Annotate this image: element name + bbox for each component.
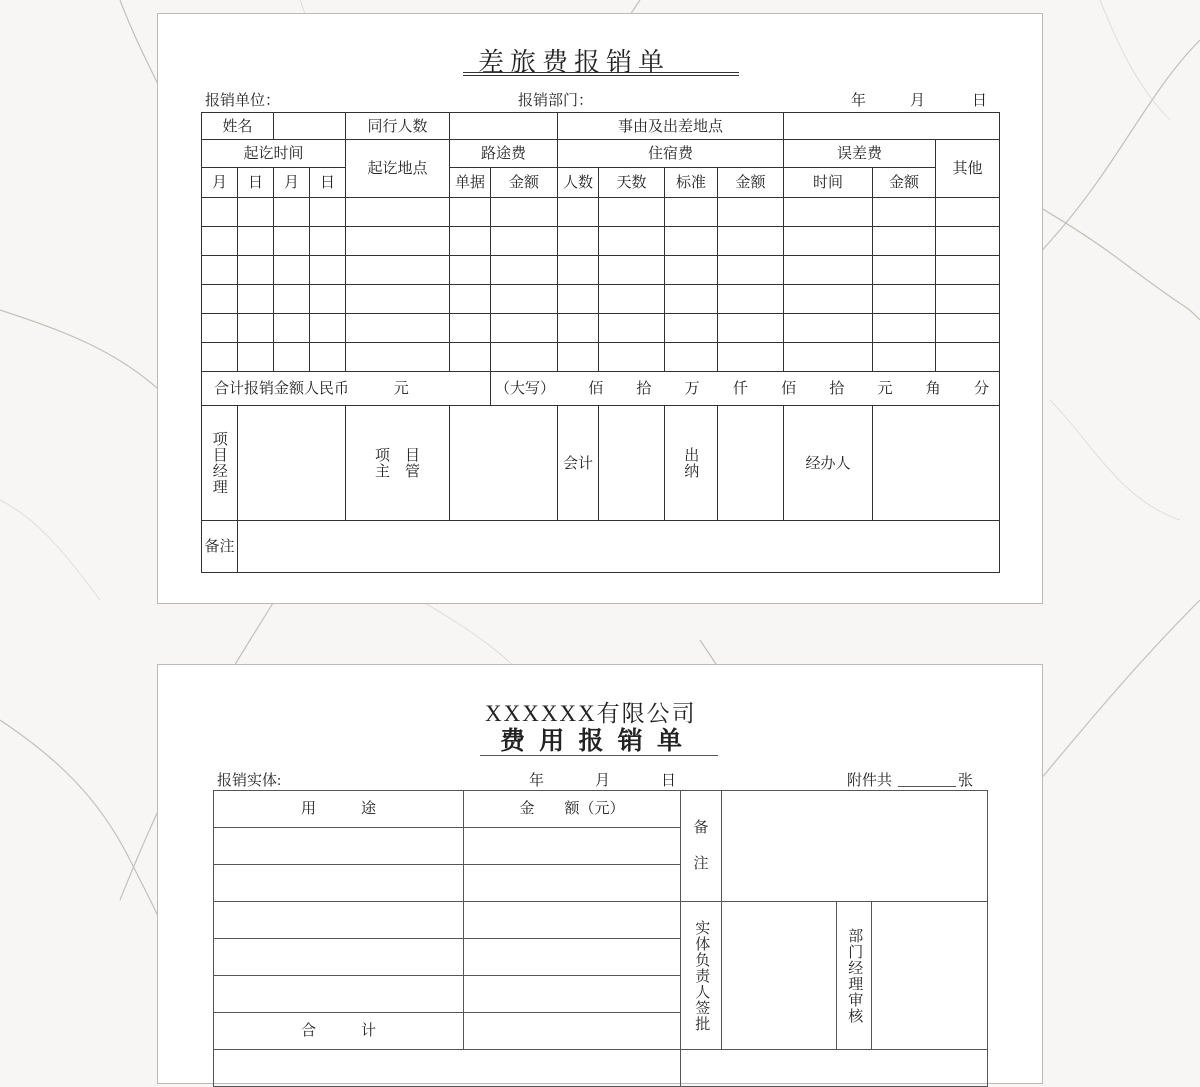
pm-sign-cell[interactable] [238, 406, 346, 521]
capital-unit: 拾 [636, 379, 652, 398]
supervisor-label-cell [346, 406, 450, 521]
col-standard: 标准 [665, 168, 718, 198]
month2-label: 月 [595, 773, 611, 789]
travel-data-cell[interactable] [718, 256, 784, 285]
supervisor-label-1: 项 目 [375, 445, 421, 464]
meal-header: 误差费 [784, 140, 936, 168]
capital-unit: 元 [877, 379, 893, 398]
travel-data-cell[interactable] [238, 198, 274, 227]
travel-data-cell[interactable] [936, 314, 1000, 343]
remarks-label: 备注 [202, 521, 238, 573]
travel-data-cell[interactable] [310, 256, 346, 285]
dept-label: 报销部门： [518, 91, 594, 109]
dept-mgr-label-cell [837, 902, 872, 1050]
travel-data-cell[interactable] [274, 343, 310, 372]
travel-data-cell[interactable] [873, 314, 936, 343]
handler-label: 经办人 [784, 406, 873, 521]
remark-gap [681, 836, 721, 856]
total-label: 合计报销金额人民币 [214, 379, 350, 398]
unit-label: 报销单位： [205, 91, 281, 109]
travel-data-cell[interactable] [310, 227, 346, 256]
travel-data-cell[interactable] [238, 314, 274, 343]
name-cell[interactable] [274, 113, 346, 140]
travel-data-cell[interactable] [718, 343, 784, 372]
col-time: 时间 [784, 168, 873, 198]
travel-data-cell[interactable] [599, 314, 665, 343]
travel-data-cell[interactable] [784, 314, 873, 343]
travel-data-cell[interactable] [665, 256, 718, 285]
capital-unit: 佰 [588, 379, 604, 398]
travel-data-cell[interactable] [346, 285, 450, 314]
travel-data-cell[interactable] [558, 227, 599, 256]
travel-data-cell[interactable] [718, 198, 784, 227]
travel-data-cell[interactable] [784, 256, 873, 285]
supervisor-label-2: 主 管 [375, 462, 421, 480]
capital-label: （大写） [495, 379, 556, 398]
road-header: 路途费 [450, 140, 558, 168]
capital-unit: 分 [973, 379, 989, 398]
travel-data-cell[interactable] [558, 198, 599, 227]
amount-cell-5[interactable] [464, 976, 681, 1013]
col-day-end: 日 [310, 168, 346, 198]
col-month-end: 月 [274, 168, 310, 198]
amount-cell-3[interactable] [464, 902, 681, 939]
usage-cell-2[interactable] [214, 865, 464, 902]
travel-data-cell[interactable] [665, 343, 718, 372]
travel-data-cell[interactable] [873, 227, 936, 256]
title-underline-2 [463, 75, 739, 76]
travel-data-cell[interactable] [310, 314, 346, 343]
month-label: 月 [910, 91, 926, 109]
travel-data-cell[interactable] [491, 227, 558, 256]
cashier-label: 出纳 [682, 447, 701, 479]
travel-data-cell[interactable] [873, 198, 936, 227]
usage-header: 用 途 [214, 791, 464, 828]
travel-data-cell[interactable] [274, 198, 310, 227]
expense-table [213, 790, 988, 1087]
travel-data-cell[interactable] [599, 227, 665, 256]
remarks-cell[interactable] [238, 521, 1000, 573]
place-header: 起讫地点 [346, 140, 450, 198]
col-road-amount: 金额 [491, 168, 558, 198]
travel-data-cell[interactable] [202, 285, 238, 314]
capital-unit: 佰 [781, 379, 797, 398]
pm-label: 项目经理 [210, 431, 229, 495]
travel-data-row [202, 314, 1000, 343]
travel-data-cell[interactable] [274, 227, 310, 256]
travel-data-cell[interactable] [202, 314, 238, 343]
amount-cell-2[interactable] [464, 865, 681, 902]
col-days: 天数 [599, 168, 665, 198]
remark-cell[interactable] [722, 791, 988, 902]
name-header: 姓名 [202, 113, 274, 140]
travel-data-cell[interactable] [936, 198, 1000, 227]
travel-data-cell[interactable] [310, 198, 346, 227]
travel-data-cell[interactable] [784, 343, 873, 372]
attach-blank[interactable] [898, 786, 956, 787]
travel-data-cell[interactable] [202, 198, 238, 227]
form1-title: 差旅费报销单 [478, 48, 671, 78]
travel-data-cell[interactable] [599, 285, 665, 314]
travel-data-cell[interactable] [558, 256, 599, 285]
travel-data-cell[interactable] [450, 198, 491, 227]
reason-cell[interactable] [784, 113, 1000, 140]
travel-data-cell[interactable] [310, 343, 346, 372]
col-month-start: 月 [202, 168, 238, 198]
travel-expense-table [201, 112, 1000, 573]
travel-data-cell[interactable] [936, 343, 1000, 372]
remark-label-1: 备 [693, 819, 709, 836]
day2-label: 日 [661, 773, 677, 789]
travel-data-cell[interactable] [665, 285, 718, 314]
usage-cell-5[interactable] [214, 976, 464, 1013]
travel-data-cell[interactable] [450, 343, 491, 372]
travel-data-cell[interactable] [936, 256, 1000, 285]
travel-data-cell[interactable] [665, 227, 718, 256]
travel-data-cell[interactable] [491, 314, 558, 343]
travel-data-cell[interactable] [274, 314, 310, 343]
usage-cell-4[interactable] [214, 939, 464, 976]
travel-data-cell[interactable] [491, 256, 558, 285]
col-lodging-amount: 金额 [718, 168, 784, 198]
travel-data-cell[interactable] [491, 198, 558, 227]
travel-data-cell[interactable] [718, 314, 784, 343]
travel-expense-form [157, 13, 1043, 604]
travel-data-row [202, 343, 1000, 372]
company-name: XXXXXX有限公司 [485, 701, 697, 726]
expense-reimbursement-form [157, 664, 1043, 1084]
dept-mgr-sign-cell[interactable] [872, 902, 988, 1050]
title-underline [463, 72, 739, 73]
travel-data-cell[interactable] [665, 314, 718, 343]
travel-data-cell[interactable] [873, 256, 936, 285]
approver-sign-cell[interactable] [722, 902, 837, 1050]
usage-cell-3[interactable] [214, 902, 464, 939]
travel-data-cell[interactable] [599, 198, 665, 227]
accountant-sign-cell[interactable] [599, 406, 665, 521]
travel-data-row [202, 227, 1000, 256]
travel-data-cell[interactable] [346, 343, 450, 372]
cashier-label-cell [665, 406, 718, 521]
travel-data-cell[interactable] [558, 314, 599, 343]
travel-data-cell[interactable] [346, 256, 450, 285]
companions-header: 同行人数 [346, 113, 450, 140]
approver-label-cell [681, 902, 722, 1050]
amount-header: 金 额（元） [464, 791, 681, 828]
travel-data-cell[interactable] [936, 227, 1000, 256]
travel-data-cell[interactable] [238, 227, 274, 256]
travel-data-row [202, 198, 1000, 227]
remark-label-2: 注 [693, 856, 709, 872]
col-receipt: 单据 [450, 168, 491, 198]
travel-data-cell[interactable] [274, 256, 310, 285]
companions-cell[interactable] [450, 113, 558, 140]
supervisor-sign-cell[interactable] [450, 406, 558, 521]
remark-label-cell [681, 791, 722, 902]
travel-data-cell[interactable] [491, 285, 558, 314]
bottom-row-right[interactable] [681, 1050, 988, 1087]
travel-data-cell[interactable] [450, 314, 491, 343]
travel-data-cell[interactable] [346, 198, 450, 227]
entity-label: 报销实体: [217, 773, 282, 789]
capital-amount-cell[interactable] [491, 372, 1000, 406]
travel-data-cell[interactable] [558, 343, 599, 372]
reason-header: 事由及出差地点 [558, 113, 784, 140]
travel-data-cell[interactable] [599, 256, 665, 285]
cashier-sign-cell[interactable] [718, 406, 784, 521]
capital-unit: 仟 [732, 379, 748, 398]
handler-sign-cell[interactable] [873, 406, 1000, 521]
title2-underline [480, 755, 718, 756]
col-day-start: 日 [238, 168, 274, 198]
travel-data-cell[interactable] [450, 285, 491, 314]
travel-data-row [202, 256, 1000, 285]
travel-data-cell[interactable] [346, 227, 450, 256]
col-people: 人数 [558, 168, 599, 198]
capital-unit: 拾 [829, 379, 845, 398]
travel-data-cell[interactable] [450, 256, 491, 285]
travel-data-cell[interactable] [784, 285, 873, 314]
other-header: 其他 [936, 140, 1000, 198]
travel-data-cell[interactable] [202, 227, 238, 256]
travel-data-cell[interactable] [274, 285, 310, 314]
capital-units [491, 380, 999, 397]
travel-data-cell[interactable] [238, 343, 274, 372]
approver-label: 实体负责人签批 [693, 919, 710, 1032]
travel-data-cell[interactable] [873, 285, 936, 314]
travel-data-row [202, 285, 1000, 314]
travel-data-cell[interactable] [718, 285, 784, 314]
period-header: 起讫时间 [202, 140, 346, 168]
total-yuan: 元 [393, 379, 409, 398]
year-label: 年 [851, 91, 867, 109]
amount-cell-4[interactable] [464, 939, 681, 976]
travel-data-cell[interactable] [558, 285, 599, 314]
attach-unit: 张 [958, 773, 974, 789]
travel-data-cell[interactable] [873, 343, 936, 372]
usage-cell-1[interactable] [214, 828, 464, 865]
day-label: 日 [972, 91, 988, 109]
pm-label-cell [202, 406, 238, 521]
total2-label: 合 计 [214, 1013, 464, 1050]
capital-unit: 万 [684, 379, 700, 398]
total2-cell[interactable] [464, 1013, 681, 1050]
year2-label: 年 [529, 773, 545, 789]
travel-data-cell[interactable] [936, 285, 1000, 314]
col-meal-amount: 金额 [873, 168, 936, 198]
travel-data-cell[interactable] [202, 256, 238, 285]
lodging-header: 住宿费 [558, 140, 784, 168]
capital-unit: 角 [925, 379, 941, 398]
bottom-row-left[interactable] [214, 1050, 681, 1087]
travel-data-cell[interactable] [238, 256, 274, 285]
travel-data-cell[interactable] [599, 343, 665, 372]
attach-label: 附件共 [847, 773, 893, 789]
travel-data-cell[interactable] [784, 198, 873, 227]
travel-data-cell[interactable] [238, 285, 274, 314]
travel-data-cell[interactable] [202, 343, 238, 372]
travel-data-cell[interactable] [346, 314, 450, 343]
amount-cell-1[interactable] [464, 828, 681, 865]
dept-mgr-label: 部门经理审核 [846, 927, 863, 1024]
travel-data-cell[interactable] [718, 227, 784, 256]
form2-title: 费 用 报 销 单 [500, 728, 687, 755]
travel-data-cell[interactable] [665, 198, 718, 227]
travel-data-cell[interactable] [450, 227, 491, 256]
travel-data-cell[interactable] [491, 343, 558, 372]
travel-data-cell[interactable] [310, 285, 346, 314]
accountant-label: 会计 [558, 406, 599, 521]
travel-data-cell[interactable] [784, 227, 873, 256]
total-row-label [202, 372, 491, 406]
